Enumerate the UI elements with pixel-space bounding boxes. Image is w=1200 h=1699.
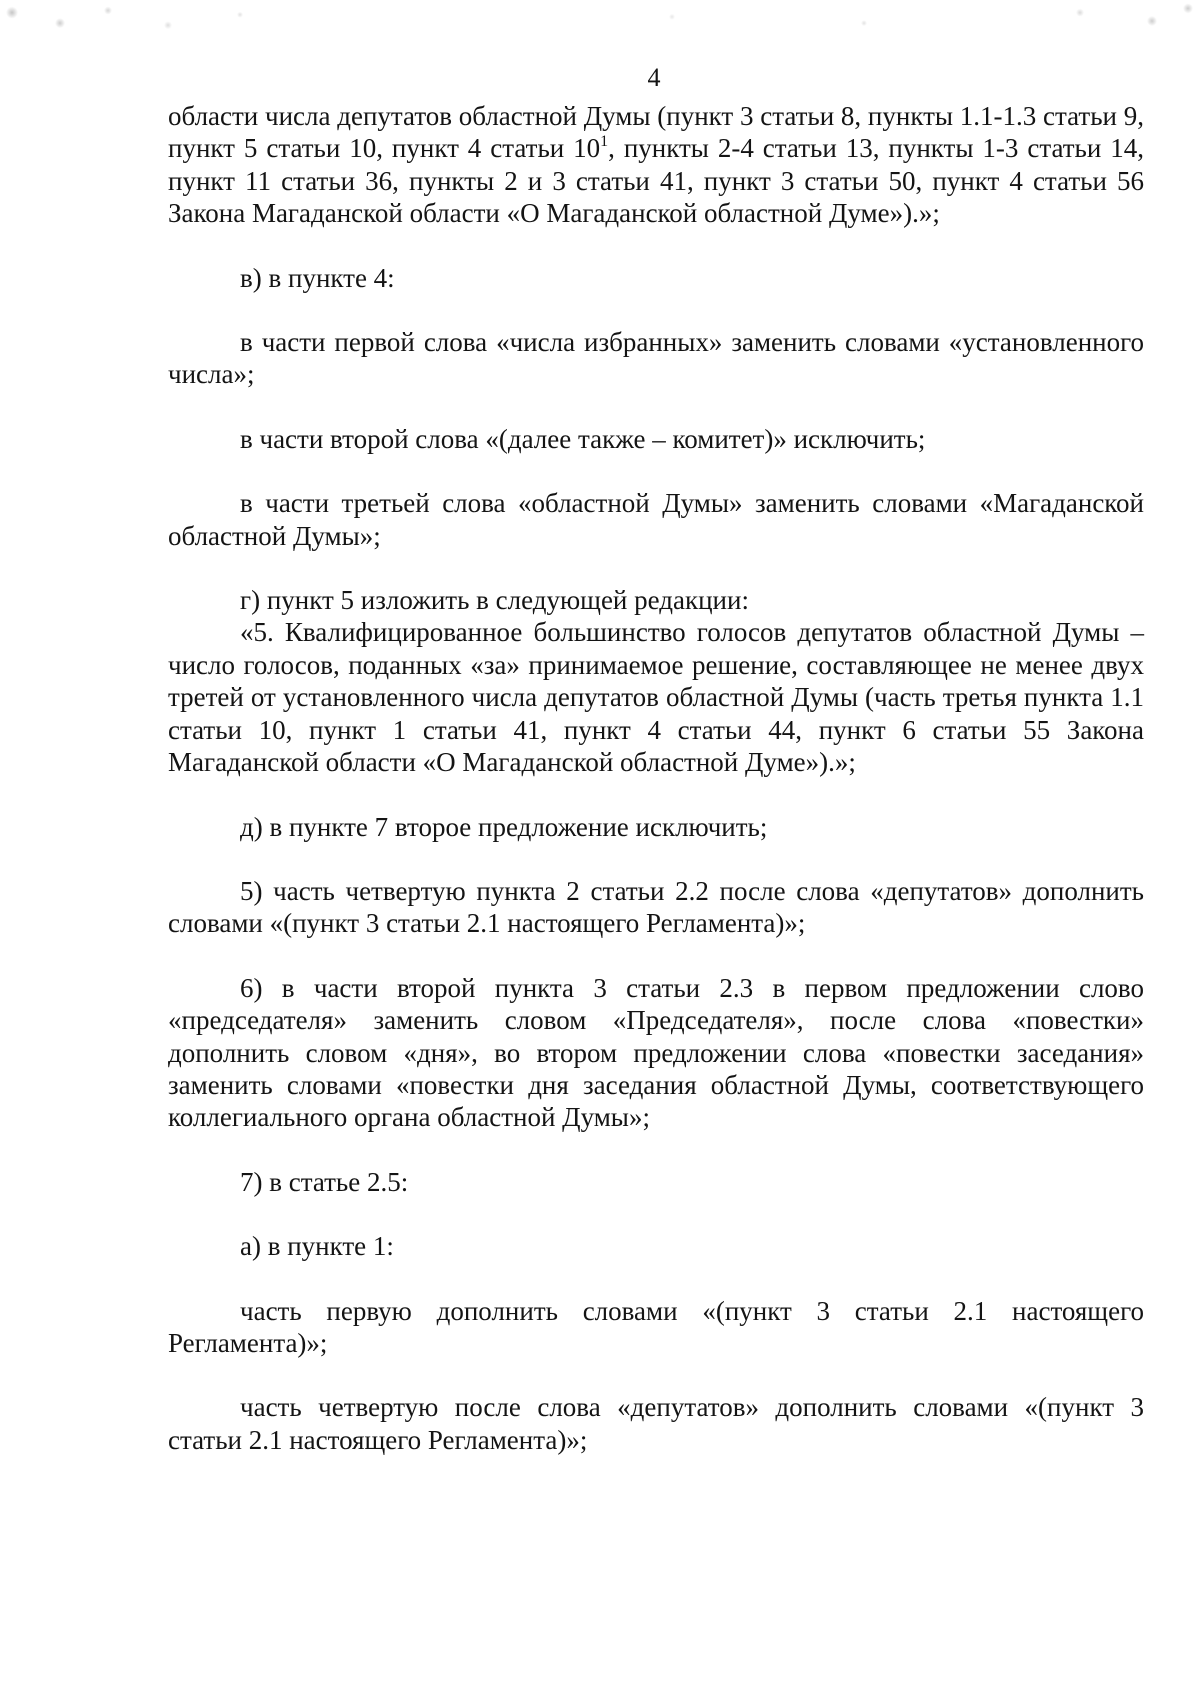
paragraph-text: , пункты 2-4 статьи 13, пункты 1-3 статьи 14, пункт 11 статьи 36, пункты 2 и 3 статьи 41, пункт 3 статьи 50, пункт 4 статьи 56 Закона Магаданской области «О Магаданской областной Думе»).»; bbox=[168, 133, 1145, 229]
scan-noise-strip bbox=[0, 0, 1200, 42]
paragraph-item-d: д) в пункте 7 второе предложение исключить; bbox=[240, 811, 768, 842]
paragraph-quoted-item-5: «5. Квалифицированное большинство голосов депутатов областной Думы – число голосов, поданных «за» принимаемое решение, составляющее не менее двух третей от установленного числа депутатов областной Думы (часть третья пункта 1.1 статьи 10, пункт 1 статьи 41, пункт 4 статьи 44, пункт 6 статьи 55 Закона Магаданской области «О Магаданской областной Думе»).»; bbox=[168, 617, 1144, 778]
paragraph-item-g: г) пункт 5 изложить в следующей редакции: bbox=[240, 585, 749, 616]
paragraph-item-a: а) в пункте 1: bbox=[240, 1231, 394, 1262]
paragraph-continuation bbox=[168, 100, 1144, 230]
page-number: 4 bbox=[647, 63, 661, 92]
document-body bbox=[168, 100, 1144, 1456]
paragraph-part-three: в части третьей слова «областной Думы» заменить словами «Магаданской областной Думы»; bbox=[168, 488, 1144, 551]
paragraph-part-two: в части второй слова «(далее также – комитет)» исключить; bbox=[240, 423, 926, 454]
paragraph-text: области числа депутатов областной Думы (пункт 3 статьи 8, пункты 1.1-1.3 статьи 9, пункт 5 статьи 10, пункт 4 статьи 10 bbox=[168, 101, 1144, 164]
paragraph-item-6: 6) в части второй пункта 3 статьи 2.3 в первом предложении слово «председателя» заменить словом «Председателя», после слова «повестки» дополнить словом «дня», во втором предложении слова «повестки заседания» заменить словами «повестки дня заседания областной Думы, соответствующего коллегиального органа областной Думы»; bbox=[168, 972, 1144, 1133]
paragraph-part-one-addition: часть первую дополнить словами «(пункт 3 статьи 2.1 настоящего Регламента)»; bbox=[168, 1295, 1144, 1358]
paragraph-item-5: 5) часть четвертую пункта 2 статьи 2.2 после слова «депутатов» дополнить словами «(пункт 3 статьи 2.1 настоящего Регламента)»; bbox=[168, 875, 1144, 939]
superscript: 1 bbox=[600, 133, 609, 151]
paragraph-part-four-addition: часть четвертую после слова «депутатов» дополнить словами «(пункт 3 статьи 2.1 настоящего Регламента)»; bbox=[168, 1392, 1144, 1455]
paragraph-part-one: в части первой слова «числа избранных» заменить словами «установленного числа»; bbox=[168, 327, 1144, 390]
paragraph-item-v: в) в пункте 4: bbox=[240, 262, 395, 293]
paragraph-item-7: 7) в статье 2.5: bbox=[240, 1166, 409, 1197]
